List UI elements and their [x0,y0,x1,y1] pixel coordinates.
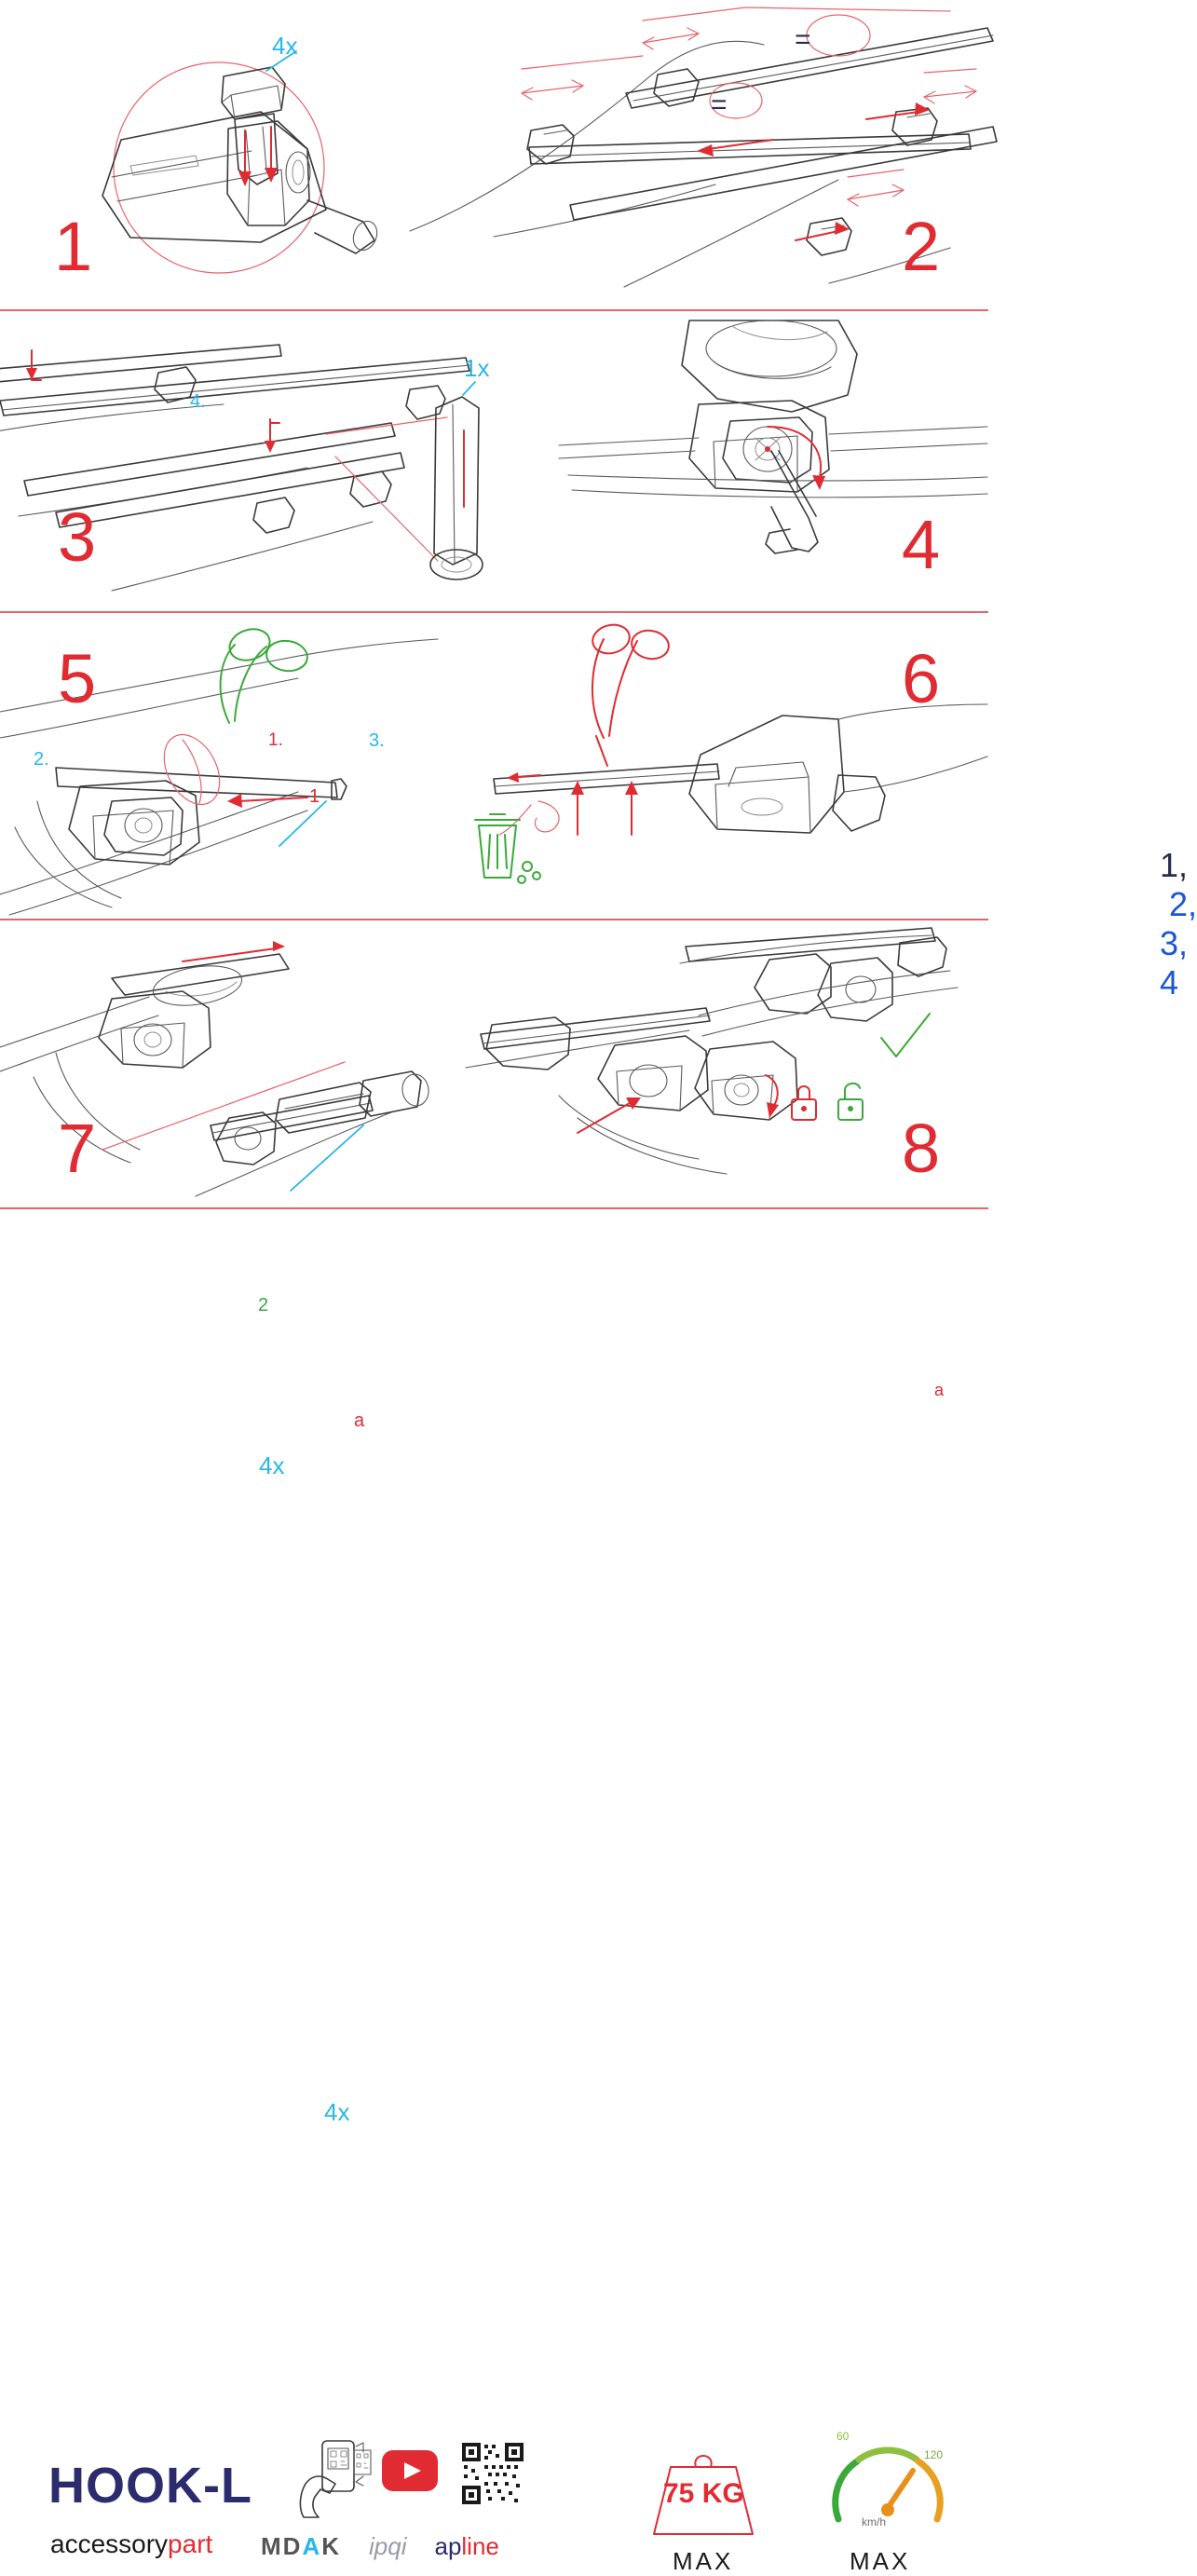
partner-logos [261,2532,499,2561]
step-4-seq-rest: 2, 3, 4 [1160,885,1197,1002]
step-3-number: 3 [58,498,98,576]
step-7-number: 7 [58,1110,98,1187]
step-5-order-2: 2 [258,1295,269,1315]
lock-closed-icon [792,1086,816,1120]
step-4-number: 4 [902,506,942,583]
partner-mdak: MDAK [261,2532,341,2560]
step-3-order-2: 2. [34,749,49,770]
step-2-equal-sign-1: = [795,24,811,55]
speed-limit-label: MAX [850,2547,911,2575]
divider-1 [0,309,988,311]
step-4-sequence [1160,846,1197,1002]
lock-open-icon [838,1084,863,1120]
product-name: HOOK-L [48,2458,252,2514]
step-1-panel [28,9,475,307]
brand-name-accent: part [168,2529,213,2558]
step-7-quantity-label: 4x [324,2098,350,2126]
divider-2 [0,611,988,613]
qr-scan-phone-icon[interactable] [298,2439,373,2519]
divider-4 [0,1207,988,1209]
youtube-icon[interactable] [382,2450,438,2491]
step-1-illustration [28,9,475,307]
step-5-number: 5 [58,640,98,717]
step-1-number: 1 [54,208,94,285]
partner-apline: apline [434,2532,499,2560]
brand-name [50,2529,212,2559]
gauge-tick-120: 120 [924,2448,944,2461]
step-5-letter-a: a [354,1411,365,1431]
step-5-quantity-label: 4x [259,1452,285,1479]
step-2-equal-sign-2: = [711,89,728,120]
weight-limit-label: MAX [673,2547,734,2575]
step-3-order-4: 4. [190,391,206,412]
step-3-order-1: 1. [268,730,283,750]
step-1-quantity-label: 4x [272,32,298,60]
brand-name-first: accessory [50,2529,169,2558]
step-3-order-3: 3. [369,730,385,751]
step-6-letter-a: a [934,1381,945,1399]
step-2-number: 2 [902,208,942,285]
step-4-seq-1: 1, [1160,846,1189,884]
gauge-tick-60: 60 [837,2430,850,2443]
step-8-number: 8 [902,1110,942,1187]
weight-limit-value: 75 KG [663,2478,744,2509]
step-5-order-1: 1 [309,786,320,807]
step-3-quantity-label: 1x [464,354,490,382]
gauge-unit: km/h [862,2515,887,2528]
qr-code-icon[interactable] [460,2441,525,2506]
step-6-number: 6 [902,640,942,717]
partner-ipqi: ipqi [369,2532,407,2560]
divider-3 [0,919,988,920]
